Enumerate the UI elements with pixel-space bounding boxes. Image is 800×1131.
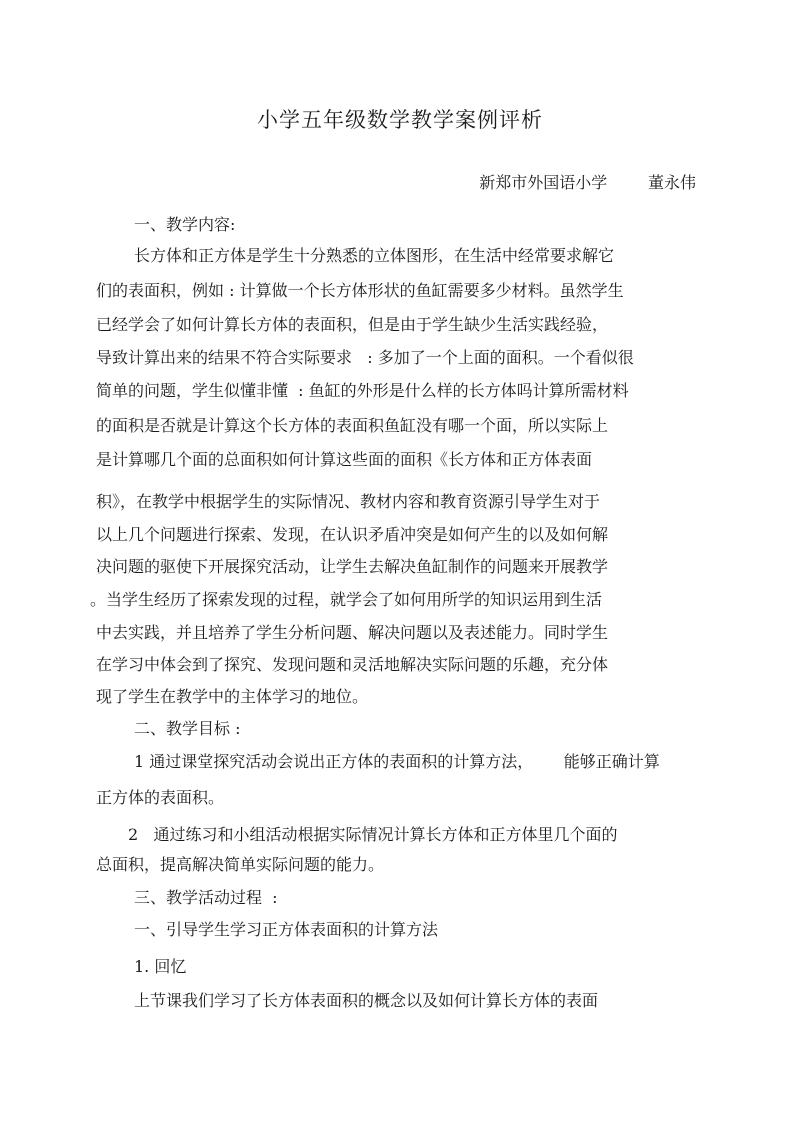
- paragraph-line: 总面积，提高解决简单实际问题的能力。: [96, 855, 385, 874]
- paragraph-line: 的面积是否就是计算这个长方体的表面积鱼缸没有哪一个面，所以实际上: [96, 416, 609, 435]
- paragraph-line: 是计算哪几个面的总面积如何计算这些面的面积《长方体和正方体表面: [96, 450, 593, 469]
- list-item-heading: 1. 回忆: [134, 957, 187, 976]
- paragraph-line: 1 通过课堂探究活动会说出正方体的表面积的计算方法， 能够正确计算: [134, 752, 660, 771]
- author-line: 新郑市外国语小学 董永伟: [479, 173, 696, 192]
- paragraph-line: 。当学生经历了探索发现的过程，就学会了如何用所学的知识运用到生活: [90, 590, 603, 609]
- paragraph-line: 在学习中体会到了探究、发现问题和灵活地解决实际问题的乐趣，充分体: [96, 655, 609, 674]
- paragraph-line: 简单的问题，学生似懂非懂 : 鱼缸的外形是什么样的长方体吗计算所需材料: [96, 381, 629, 400]
- paragraph-line: 上节课我们学习了长方体表面积的概念以及如何计算长方体的表面: [134, 991, 599, 1010]
- paragraph-line: 长方体和正方体是学生十分熟悉的立体图形，在生活中经常要求解它: [134, 246, 615, 265]
- paragraph-line: 2 通过练习和小组活动根据实际情况计算长方体和正方体里几个面的: [128, 825, 618, 844]
- paragraph-line: 现了学生在教学中的主体学习的地位。: [96, 687, 369, 706]
- section-heading: 二、教学目标 :: [134, 719, 241, 738]
- paragraph-line: 正方体的表面积。: [96, 788, 225, 807]
- section-heading: 一、教学内容:: [134, 215, 236, 234]
- section-heading: 三、教学活动过程 :: [134, 888, 278, 907]
- paragraph-line: 导致计算出来的结果不符合实际要求 : 多加了一个上面的面积。一个看似很: [96, 348, 634, 367]
- paragraph-line: 已经学会了如何计算长方体的表面积，但是由于学生缺少生活实践经验，: [96, 315, 609, 334]
- paragraph-line: 中去实践，并且培养了学生分析问题、解决问题以及表述能力。同时学生: [96, 623, 609, 642]
- paragraph-line: 决问题的驱使下开展探究活动，让学生去解决鱼缸制作的问题来开展教学: [96, 557, 609, 576]
- subsection-heading: 一、引导学生学习正方体表面积的计算方法: [134, 920, 439, 939]
- paragraph-line: 们的表面积，例如 : 计算做一个长方体形状的鱼缸需要多少材料。虽然学生: [96, 281, 624, 300]
- paragraph-line: 以上几个问题进行探索、发现，在认识矛盾冲突是如何产生的以及如何解: [96, 525, 609, 544]
- document-title: 小学五年级数学教学案例评析: [257, 108, 543, 132]
- paragraph-line: 积》，在教学中根据学生的实际情况、教材内容和教育资源引导学生对于: [96, 492, 601, 511]
